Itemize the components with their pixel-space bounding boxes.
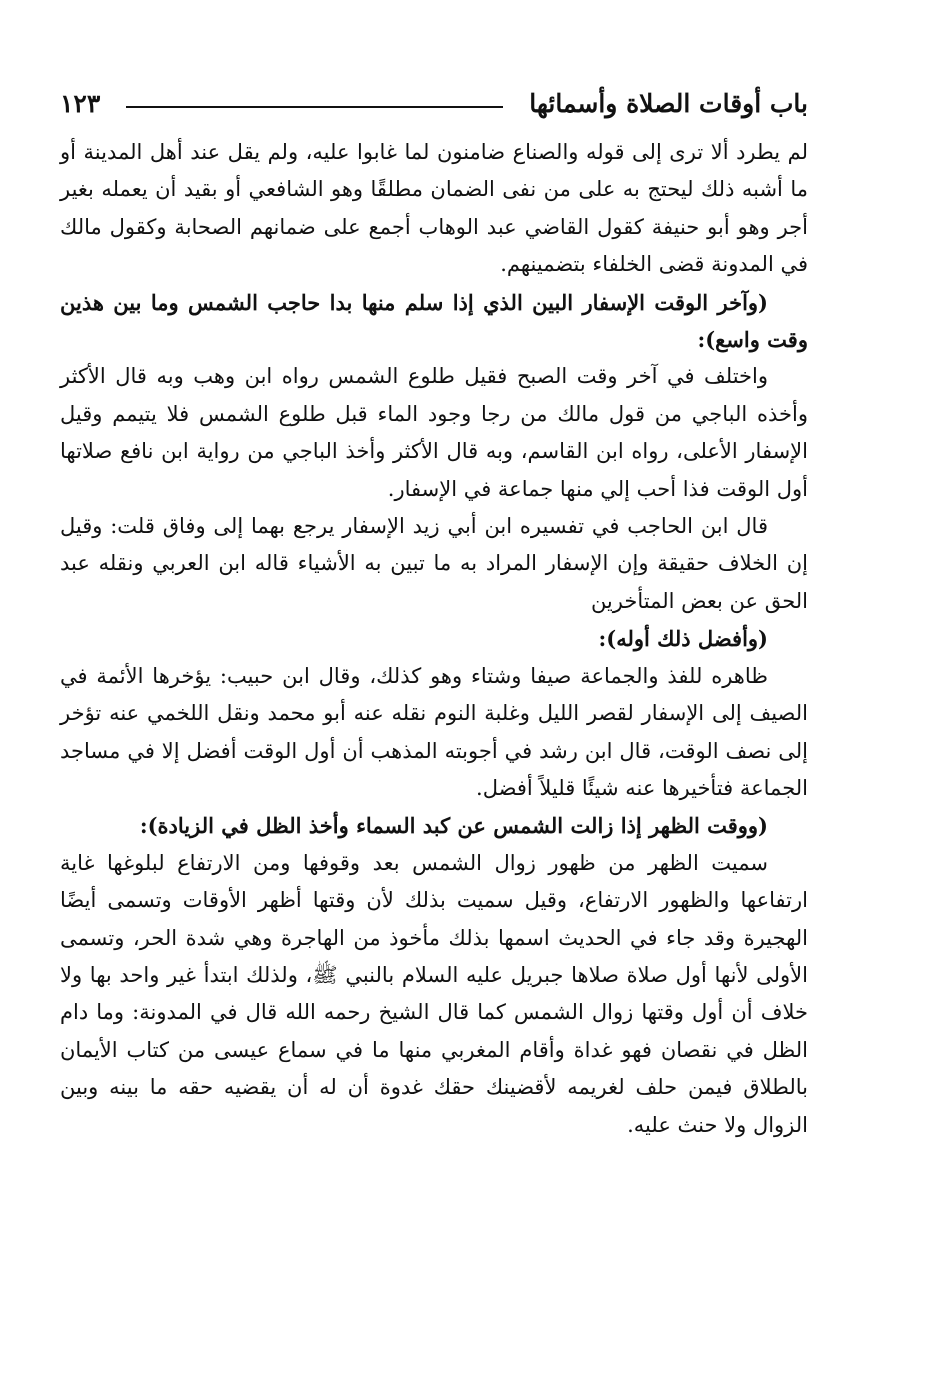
- paragraph-dhuhr-naming: سميت الظهر من ظهور زوال الشمس بعد وقوفها ومن الارتفاع لبلوغها غاية ارتفاعها والظهور الارتفاع، وقيل سميت بذلك لأن وقتها أظهر الأوقات وتسمى أيضًا الهجيرة وقد جاء في الحديث اسمها بذلك مأخوذ من الهاجرة وهي شدة الحر، وتسمى الأولى لأنها أول صلاة صلاها جبريل عليه السلام بالنبي ﷺ، ولذلك ابتدأ غير واحد بها ولا خلاف أن أول وقتها زوال الشمس كما قال الشيخ رحمه الله قال في المدونة: وما دام الظل في نقصان فهو غداة وأقام المغربي منها ما في سماع عيسى من كتاب الأيمان بالطلاق فيمن حلف لغريمه لأقضينك حقك غدوة أن له أن يقضيه حقه ما بينه وبين الزوال ولا حنث عليه.: [60, 850, 808, 1137]
- running-header: [60, 78, 808, 128]
- paragraph-continuation: لم يطرد ألا ترى إلى قوله والصناع ضامنون لما غابوا عليه، ولم يقل عند أهل المدينة أو ما أشبه ذلك ليحتج به على من نفى الضمان مطلقًا وهو الشافعي أو بقيد أن يعمله بغير أجر وهو أبو حنيفة كقول القاضي عبد الوهاب أجمع على ضمانهم الصحابة وكقول مالك في المدونة قضى الخلفاء بتضمينهم.: [60, 140, 808, 277]
- book-page: [60, 78, 808, 1144]
- paragraph-ibn-hajib: قال ابن الحاجب في تفسيره ابن أبي زيد الإسفار يرجع بهما إلى وفاق قلت: وقيل إن الخلاف حقيقة وإن الإسفار المراد به ما تبين به الأشياء قاله ابن العربي ونقله عبد الحق عن بعض المتأخرين: [60, 514, 808, 613]
- header-rule: [126, 106, 503, 108]
- matn-quote-best-time: (وأفضل ذلك أوله):: [598, 626, 768, 652]
- page-number: ١٢٣: [60, 88, 101, 118]
- paragraph-fajr-disagreement: واختلف في آخر وقت الصبح فقيل طلوع الشمس رواه ابن وهب وبه قال الأكثر وأخذه الباجي من قول مالك من رجا وجود الماء قبل طلوع الشمس فلا يتيمم وقيل الإسفار الأعلى، رواه ابن القاسم، وبه قال الأكثر وأخذ الباجي من رواية ابن نافع صلاتها أول الوقت فذا أحب إلي منها جماعة في الإسفار.: [60, 364, 808, 501]
- matn-quote-dhuhr-time: (ووقت الظهر إذا زالت الشمس عن كبد السماء وأخذ الظل في الزيادة):: [139, 813, 768, 839]
- paragraph-best-time-commentary: ظاهره للفذ والجماعة صيفا وشتاء وهو كذلك، وقال ابن حبيب: يؤخرها الأئمة في الصيف إلى الإسفار لقصر الليل وغلبة النوم نقله عنه أبو محمد ونقل اللخمي عنه تؤخر إلى نصف الوقت، قال ابن رشد في أجوبته المذهب أن أول الوقت أفضل إلا في مساجد الجماعة فتأخيرها عنه شيئًا قليلاً أفضل.: [60, 663, 808, 800]
- chapter-title: باب أوقات الصلاة وأسمائها: [529, 88, 808, 118]
- matn-quote-end-of-fajr: (وآخر الوقت الإسفار البين الذي إذا سلم منها بدا حاجب الشمس وما بين هذين وقت واسع):: [60, 289, 808, 353]
